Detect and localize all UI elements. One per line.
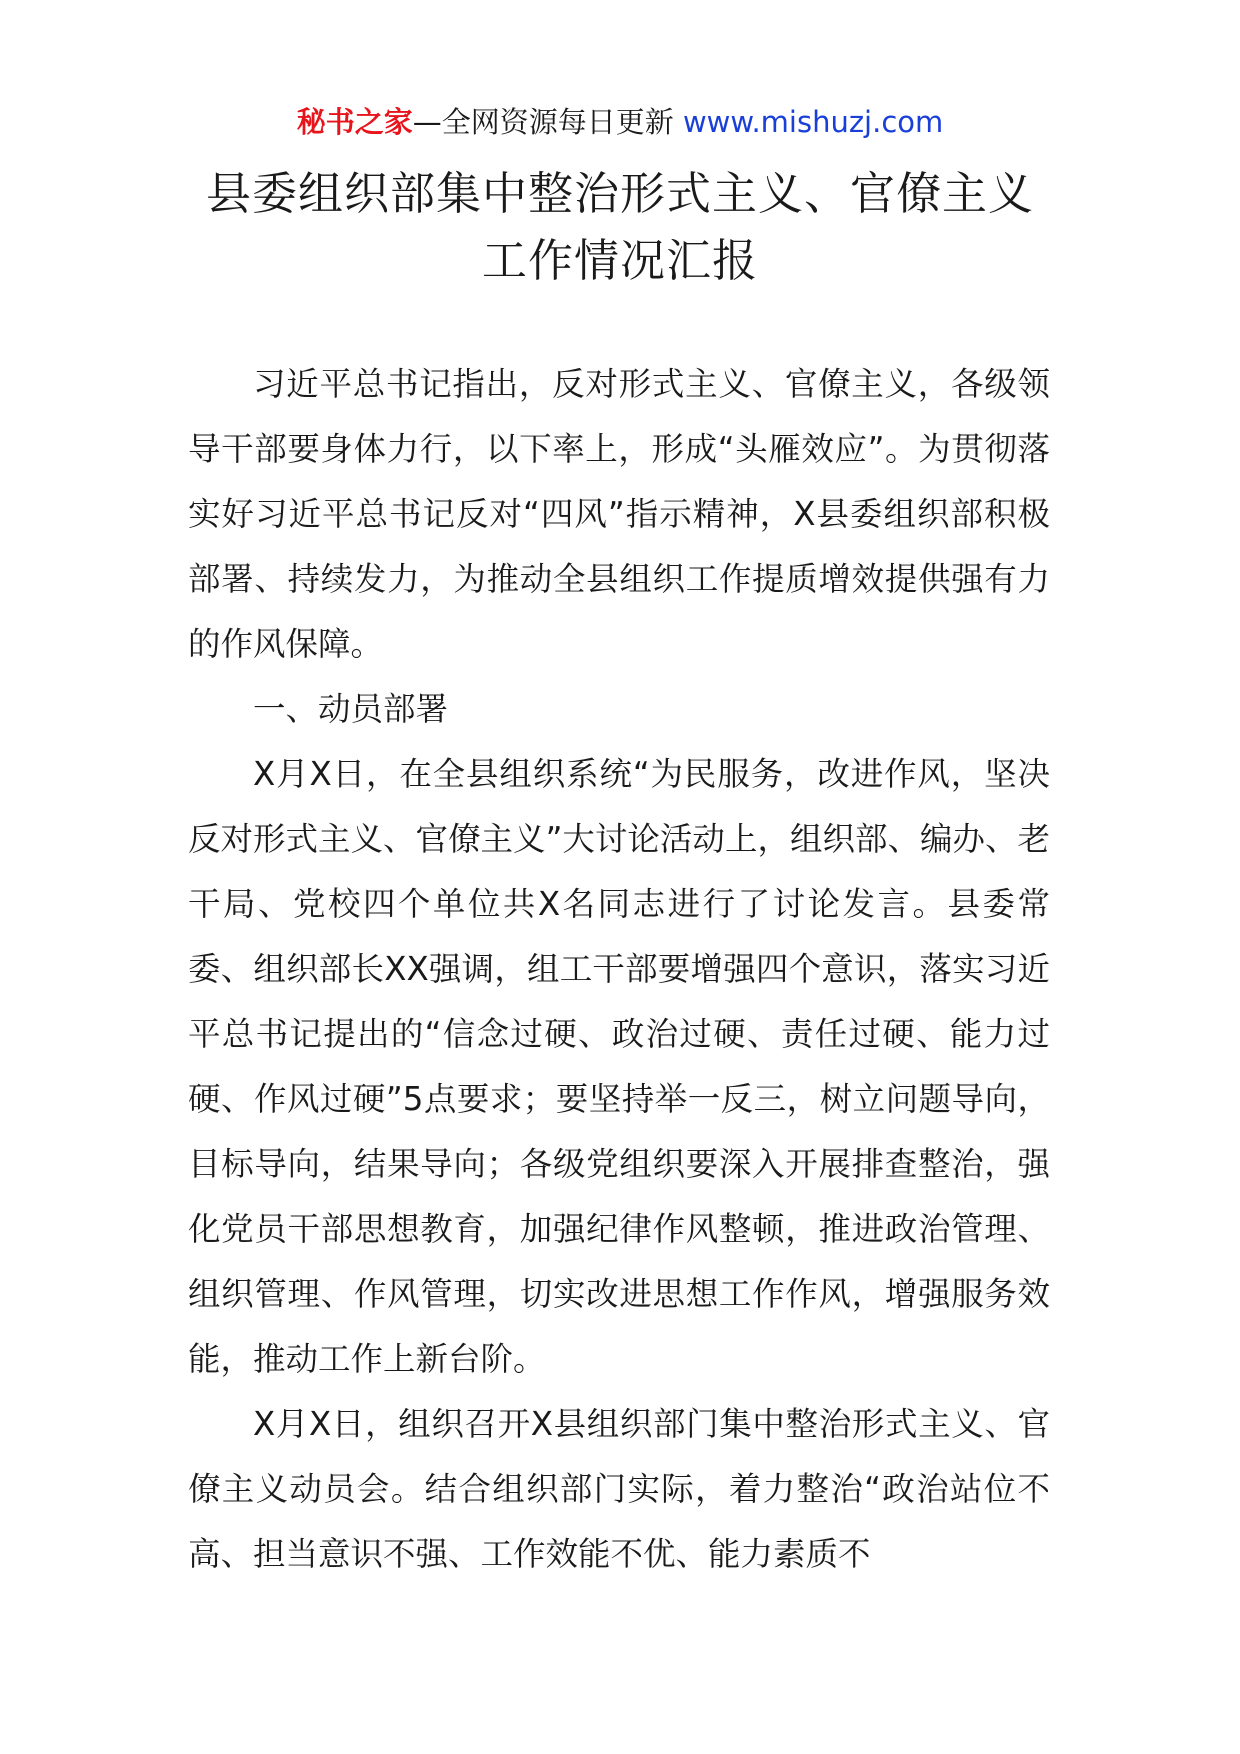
section-heading: 一、动员部署 <box>253 690 449 728</box>
paragraph-discussion: X月X日，在全县组织系统“为民服务，改进作风，坚决反对形式主义、官僚主义”大讨论活动上，组织部、编办、老干局、党校四个单位共X名同志进行了讨论发言。县委常委、组织部长XX强调，组工干部要增强四个意识，落实习近平总书记提出的“信念过硬、政治过硬、责任过硬、能力过硬、作风过硬”5点要求；要坚持举一反三，树立问题导向，目标导向，结果导向；各级党组织要深入开展排查整治，强化党员干部思想教育，加强纪律作风整顿，推进政治管理、组织管理、作风管理，切实改进思想工作作风，增强服务效能，推动工作上新台阶。 <box>188 755 1050 1378</box>
brand-name: 秘书之家 <box>296 105 413 139</box>
paragraph-mobilization: X月X日，组织召开X县组织部门集中整治形式主义、官僚主义动员会。结合组织部门实际，着力整治“政治站位不高、担当意识不强、工作效能不优、能力素质不 <box>188 1405 1050 1573</box>
paragraph-intro: 习近平总书记指出，反对形式主义、官僚主义，各级领导干部要身体力行，以下率上，形成“头雁效应”。为贯彻落实好习近平总书记反对“四风”指示精神，X县委组织部积极部署、持续发力，为推动全县组织工作提质增效提供强有力的作风保障。 <box>188 365 1050 663</box>
banner-tagline: —全网资源每日更新 <box>412 105 683 139</box>
title-line-2: 工作情况汇报 <box>481 234 758 287</box>
title-line-1: 县委组织部集中整治形式主义、官僚主义 <box>205 167 1034 220</box>
site-url-link[interactable]: www.mishuzj.com <box>682 105 944 139</box>
source-banner <box>0 100 1240 144</box>
document-title <box>180 160 1060 294</box>
document-body <box>188 352 1050 1587</box>
